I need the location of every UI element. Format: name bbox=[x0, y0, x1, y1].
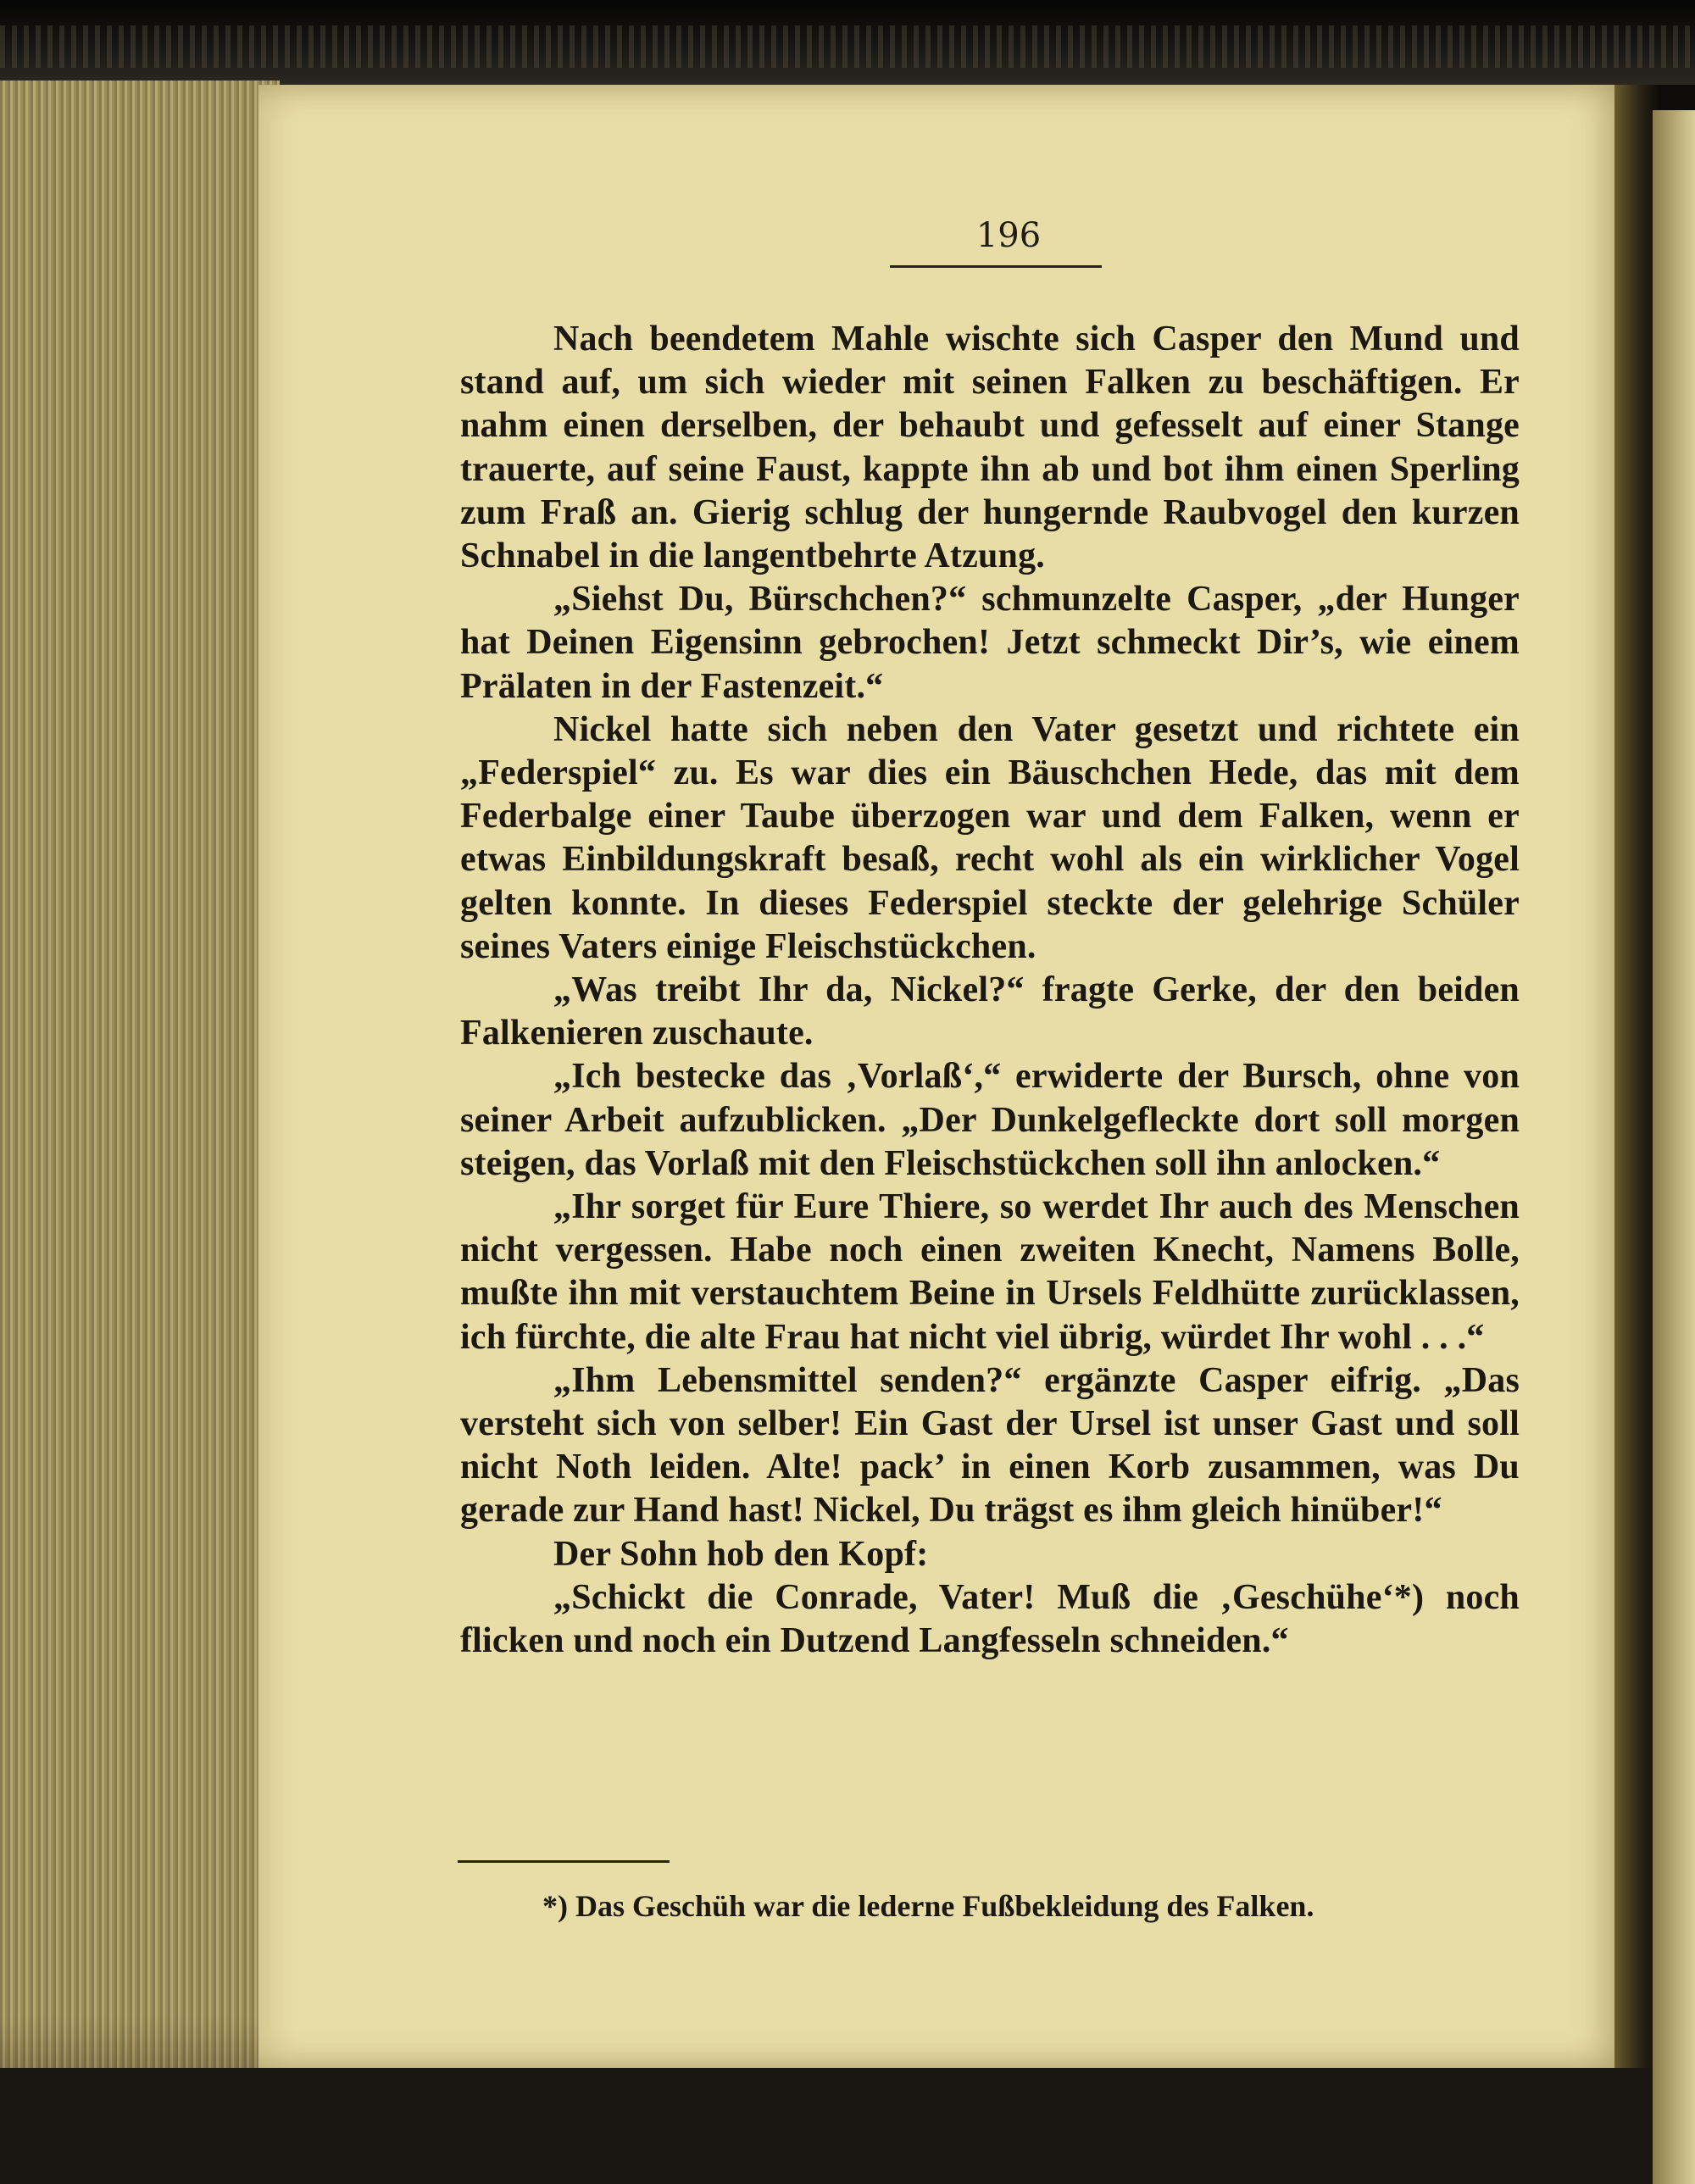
paragraph: „Ich bestecke das ‚Vorlaß‘,“ erwiderte der Bursch, ohne von seiner Arbeit aufzublicken. „Der Dunkelgefleckte dort soll morgen steigen, das Vorlaß mit den Fleischstückchen soll ihn anlocken.“ bbox=[460, 1057, 1520, 1183]
page-number-rule bbox=[890, 265, 1102, 268]
paragraph: „Schickt die Conrade, Vater! Muß die ‚Geschühe‘*) noch flicken und noch ein Dutzend Langfesseln schneiden.“ bbox=[460, 1577, 1520, 1661]
paragraph: „Ihr sorget für Eure Thiere, so werdet Ihr auch des Menschen nicht vergessen. Habe noch einen zweiten Knecht, Namens Bolle, mußte ihn mit verstauchtem Beine in Ursels Feldhütte zurücklassen, ich fürchte, die alte Frau hat nicht viel übrig, würdet Ihr wohl . . .“ bbox=[460, 1187, 1520, 1357]
page-number: 196 bbox=[975, 216, 1042, 255]
footnote-rule bbox=[458, 1860, 670, 1863]
background-bottom bbox=[0, 2068, 1653, 2184]
paragraph: „Was treibt Ihr da, Nickel?“ fragte Gerke, der den beiden Falkenieren zuschaute. bbox=[460, 970, 1520, 1053]
footnote: *) Das Geschüh war die lederne Fußbekleidung des Falken. bbox=[542, 1889, 1314, 1923]
paragraph: „Siehst Du, Bürschchen?“ schmunzelte Casper, „der Hunger hat Deinen Eigensinn gebrochen! Jetzt schmeckt Dir’s, wie einem Prälaten in der Fastenzeit.“ bbox=[460, 580, 1520, 706]
book-spine-background bbox=[0, 0, 1695, 85]
body-text bbox=[460, 318, 1520, 1663]
paragraph: Nickel hatte sich neben den Vater gesetzt und richtete ein „Federspiel“ zu. Es war dies ein Bäuschchen Hede, das mit dem Federbalge einer Taube überzogen war und dem Falken, wenn er etwas Einbildungskraft besaß, recht wohl als ein wirklicher Vogel gelten konnte. In dieses Federspiel steckte der gelehrige Schüler seines Vaters einige Fleischstückchen. bbox=[460, 709, 1520, 966]
paragraph: Der Sohn hob den Kopf: bbox=[553, 1534, 929, 1574]
page-edges-stack bbox=[0, 81, 280, 2123]
paragraph: „Ihm Lebensmittel senden?“ ergänzte Casper eifrig. „Das versteht sich von selber! Ein Gast der Ursel ist unser Gast und soll nicht Noth leiden. Alte! pack’ in einen Korb zusammen, was Du gerade zur Hand hast! Nickel, Du trägst es ihm gleich hinüber!“ bbox=[460, 1360, 1520, 1531]
facing-page-edge bbox=[1653, 110, 1695, 2184]
paragraph: Nach beendetem Mahle wischte sich Casper den Mund und stand auf, um sich wieder mit seinen Falken zu beschäftigen. Er nahm einen derselben, der behaubt und gefesselt auf einer Stange trauerte, auf seine Faust, kappte ihn ab und bot ihm einen Sperling zum Fraß an. Gierig schlug der hungernde Raubvogel den kurzen Schnabel in die langentbehrte Atzung. bbox=[460, 320, 1520, 576]
